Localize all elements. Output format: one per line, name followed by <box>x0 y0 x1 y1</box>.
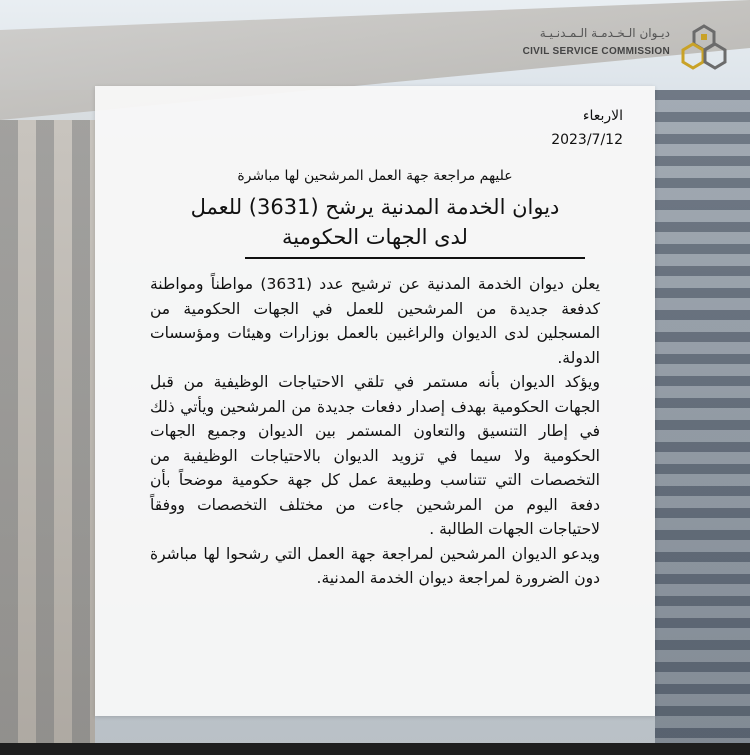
headline-line-2: لدى الجهات الحكومية <box>282 225 468 249</box>
logo-english-name: CIVIL SERVICE COMMISSION <box>522 46 670 57</box>
headline <box>115 192 635 252</box>
announcement-card <box>95 86 655 716</box>
paragraph-3: ويدعو الديوان المرشحين لمراجعة جهة العمل التي رشحوا لها مباشرة دون الضرورة لمراجعة ديوان الخدمة المدنية. <box>150 544 600 587</box>
paragraph-1: يعلن ديوان الخدمة المدنية عن ترشيح عدد (3631) مواطناً ومواطنة كدفعة جديدة من المرشحين للعمل في الجهات الحكومية من المسجلين لدى الديوان والراغبين بالعمل بوزارات وهيئات ومؤسسات الدولة. <box>150 275 600 367</box>
building-facade-left <box>0 120 95 755</box>
day-label: الاربعاء <box>582 108 623 124</box>
announcement-body <box>150 272 600 591</box>
date-block <box>551 104 623 152</box>
logo-icon <box>680 22 728 70</box>
paragraph-2: ويؤكد الديوان بأنه مستمر في تلقي الاحتياجات الوظيفية من قبل الجهات الحكومية بهدف إصدار دفعات جديدة من المرشحين ويأتي ذلك في إطار التنسيق والتعاون المستمر بين الديوان وجميع الجهات الحكومية ولا سيما في تزويد الديوان بالاحتياجات الوظيفية من التخصصات التي تتناسب وطبيعة عمل كل جهة حكومية موضحاً بأن دفعة اليوم من المرشحين جاءت من مختلف التخصصات ووفقاً لاحتياجات الجهات الطالبة . <box>150 373 600 538</box>
headline-line-1: ديوان الخدمة المدنية يرشح (3631) للعمل <box>190 195 560 219</box>
headline-divider <box>245 257 585 259</box>
ground-strip <box>0 743 750 755</box>
intro-line: عليهم مراجعة جهة العمل المرشحين لها مباشرة <box>237 168 513 184</box>
logo-arabic-name: ديـوان الـخـدمـة الـمـدنـيـة <box>539 26 670 40</box>
building-facade-right <box>655 90 750 755</box>
date-label: 2023/7/12 <box>551 132 623 148</box>
civil-service-commission-logo <box>478 22 728 70</box>
